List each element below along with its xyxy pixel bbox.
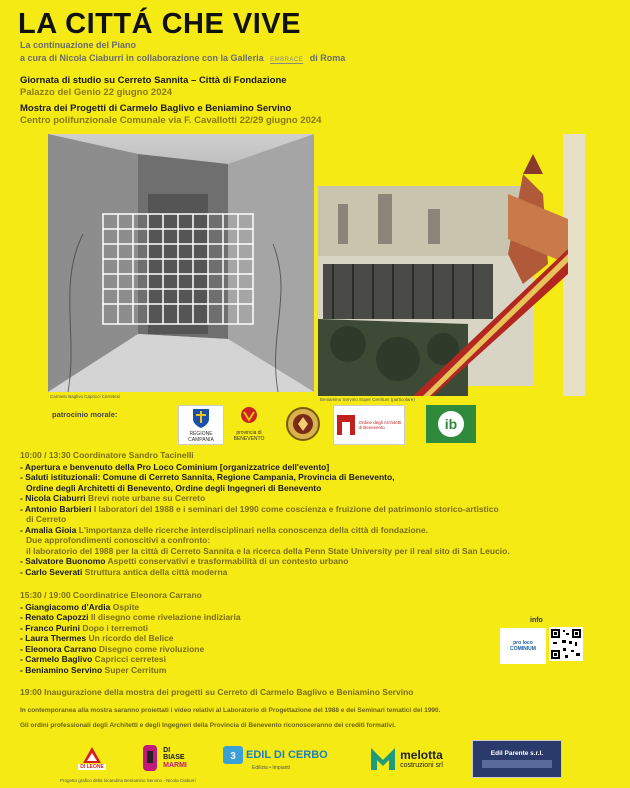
program-item: - Saluti istituzionali: Comune di Cerreto Sannita, Regione Campania, Provincia di Benevento, [20, 472, 395, 482]
program-item: - Salvatore Buonomo Aspetti conservativi e trasformabilità di un contesto urbano [20, 556, 349, 566]
program-item: Due approfondimenti conoscitivi a confronto: [26, 535, 211, 545]
program-item: - Franco Purini Dopo i terremoti [20, 622, 148, 633]
regione-campania-label: REGIONE CAMPANIA [188, 431, 214, 443]
provincia-benevento-logo [232, 405, 266, 443]
program-item: - Renato Capozzi Il disegno come rivelazione indiziaria [20, 612, 241, 622]
edil-parente-label: Edil Parente s.r.l. [490, 750, 544, 757]
note-credits: Gli ordini professionali degli Architetti e degli Ingegneri della Provincia di Benevento riconosceranno dei crediti formativi. [20, 722, 396, 729]
ordine-architetti-label: Ordine degli Architetti di Benevento [358, 420, 402, 430]
di-biase-line2: BIASE [163, 754, 185, 762]
left-artwork-drawing [48, 134, 314, 392]
edil-di-cerbo-sub: Edilizia • Impianti [252, 765, 290, 771]
info-label: info [530, 617, 543, 624]
graphic-design-credit: Progetto grafico della locandina Beniamino Servino - Nicola Ciaburri [60, 778, 196, 783]
di-biase-line1: DI [163, 746, 171, 754]
ordine-architetti-icon [336, 414, 356, 436]
right-artwork-drawing [318, 134, 585, 396]
afternoon-header: 15:30 / 19:00 Coordinatrice Eleonora Carrano [20, 590, 202, 600]
program-item: - Carmelo Baglivo Capricci cerretesi [20, 654, 166, 664]
regione-campania-logo [178, 405, 224, 445]
di-biase-figure-icon [139, 743, 161, 773]
di-biase-marmi-logo [128, 740, 198, 776]
comune-cerreto-logo [285, 405, 321, 443]
melotta-sub: costruzioni srl [400, 761, 443, 769]
morning-program [20, 450, 620, 577]
ordine-ingegneri-logo [426, 405, 476, 443]
di-leone-label: DI LEONE [80, 764, 104, 770]
svg-text:ib: ib [444, 416, 458, 432]
edil-parente-logo [472, 740, 562, 778]
note-video: In contemporanea alla mostra saranno proiettati i video relativi al Laboratorio di Progettazione del 1988 e dei Seminari tematici del 1990. [20, 707, 441, 714]
event2-title: Mostra dei Progetti di Carmelo Baglivo e Beniamino Servino [20, 103, 292, 114]
proloco-cominium-logo: pro loco COMINIUM [500, 628, 546, 664]
left-artwork-image [48, 134, 314, 392]
subtitle: La continuazione del Piano [20, 40, 137, 50]
morning-header: 10:00 / 13:30 Coordinatore Sandro Tacinelli [20, 450, 194, 460]
di-leone-triangle-icon [82, 746, 102, 764]
qr-code-graphic [549, 627, 583, 661]
edil-di-cerbo-logo [222, 740, 348, 776]
provincia-benevento-label: provincia di BENEVENTO [233, 430, 265, 442]
edil-di-cerbo-icon [222, 745, 244, 765]
embrace-gallery-logo: EMBRACE [270, 57, 304, 63]
melotta-logo [358, 740, 454, 776]
event2-place: Centro polifunzionale Comunale via F. Cavallotti 22/29 giugno 2024 [20, 115, 322, 126]
edil-di-cerbo-label: EDIL DI CERBO [246, 749, 328, 761]
program-item: - Antonio Barbieri I laboratori del 1988 e i seminari del 1990 come coscienza e fruizione del patrimonio storico-artistico [20, 503, 499, 514]
melotta-m-icon [369, 744, 397, 772]
patrocinio-label: patrocinio morale: [52, 410, 118, 419]
program-item: Ordine degli Architetti di Benevento, Ordine degli Ingegneri di Benevento [26, 482, 322, 493]
qr-code-icon[interactable] [549, 627, 583, 661]
svg-text:3: 3 [230, 751, 236, 762]
program-item: - Beniamino Servino Super Cerritum [20, 664, 167, 675]
curator-suffix: di Roma [309, 53, 346, 63]
di-biase-line3: MARMI [163, 761, 187, 769]
closing-line: 19:00 Inaugurazione della mostra dei progetti su Cerreto di Carmelo Baglivo e Beniamino Servino [20, 687, 414, 697]
ordine-architetti-logo [333, 405, 405, 445]
left-image-caption: Carmelo Baglivo Capricci Cerretesi [50, 394, 121, 399]
program-item: - Carlo Severati Struttura antica della città moderna [20, 566, 228, 577]
curator-prefix: a cura di Nicola Ciaburri in collaborazione con la Galleria [20, 53, 264, 63]
program-item: - Amalia Gioia L'importanza delle ricerche interdisciplinari nella conoscenza della città di fondazione. [20, 524, 428, 535]
regione-campania-shield-icon [191, 407, 211, 429]
event1-title: Giornata di studio su Cerreto Sannita – Città di Fondazione [20, 75, 287, 86]
program-item: - Apertura e benvenuto della Pro Loco Cominium [organizzatrice dell'evento] [20, 461, 330, 472]
program-item: - Eleonora Carrano Disegno come rivoluzione [20, 643, 205, 654]
event1-place: Palazzo del Genio 22 giugno 2024 [20, 87, 173, 98]
program-item: di Cerreto [26, 514, 67, 524]
di-leone-logo [73, 740, 111, 776]
provincia-benevento-icon [239, 406, 259, 428]
program-item: - Giangiacomo d'Ardia Ospite [20, 601, 140, 612]
program-item: - Nicola Ciaburri Brevi note urbane su Cerreto [20, 493, 206, 503]
comune-cerreto-crest-icon [286, 406, 320, 442]
right-image-caption: Beniamino Servino Super Cerritum (particolare) [320, 397, 415, 402]
curator-line [20, 53, 345, 64]
ordine-ingegneri-icon [436, 409, 466, 439]
right-artwork-image [318, 134, 585, 396]
program-item: il laboratorio del 1988 per la città di Cerreto Sannita e la ricerca della Penn State University per il real sito di San Leucio. [26, 545, 510, 556]
program-item: - Laura Thermes Un ricordo del Belice [20, 633, 174, 643]
melotta-name: melotta [400, 747, 443, 762]
poster-title: LA CITTÁ CHE VIVE [18, 8, 301, 40]
edil-parente-banner [482, 760, 552, 768]
